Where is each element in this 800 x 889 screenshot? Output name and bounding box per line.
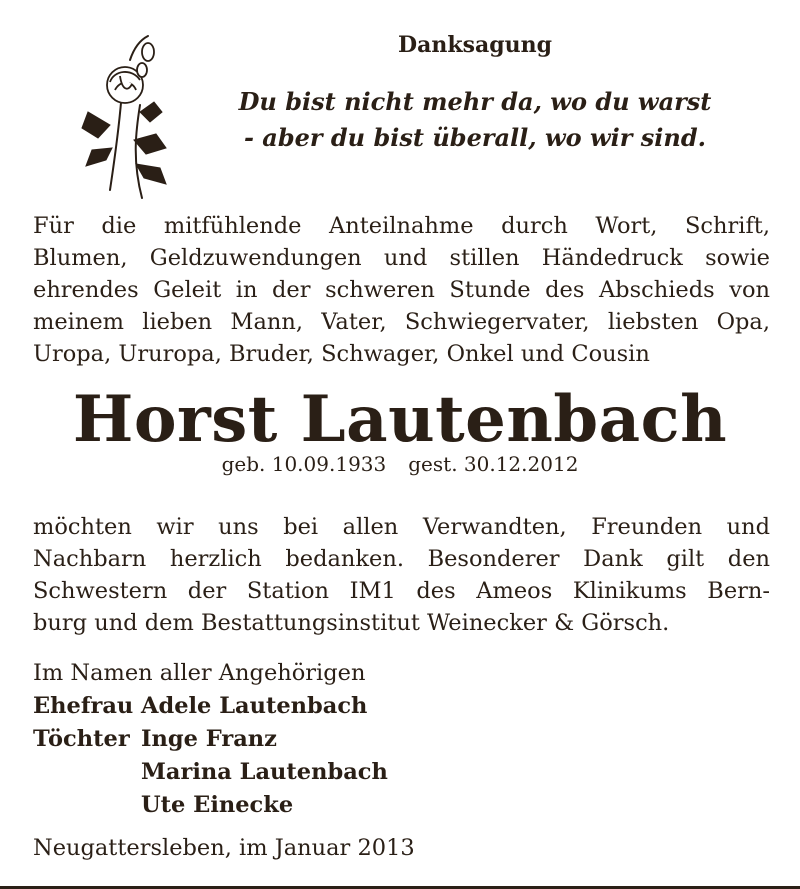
place-date: Neugattersleben, im Januar 2013 [33,835,415,861]
signature-row [33,723,388,756]
signature-row [33,756,388,789]
text-line: ehrendes Geleit in der schweren Stunde des Abschieds von [33,277,770,303]
signature-name: Adele Lautenbach [141,693,368,719]
text-line: möchten wir uns bei allen Verwandten, Freunden und [33,514,770,540]
motto [180,84,770,156]
text-line: meinem lieben Mann, Vater, Schwiegervater, liebsten Opa, [33,309,770,335]
signature-row [33,789,388,822]
signature-block [33,657,388,822]
signature-name: Marina Lautenbach [141,759,388,785]
motto-line: Du bist nicht mehr da, wo du warst [238,87,712,116]
deceased-name: Horst Lautenbach [72,382,728,457]
signature-role: Töchter [33,726,130,752]
signature-row [33,690,388,723]
motto-line: - aber du bist überall, wo wir sind. [243,123,706,152]
death-date: gest. 30.12.2012 [408,452,579,476]
life-dates [0,452,800,476]
birth-date: geb. 10.09.1933 [221,452,387,476]
page-title: Danksagung [398,32,552,58]
thanks-paragraph [33,511,770,639]
text-line: Blumen, Geldzuwendungen und stillen Händedruck sowie [33,245,770,271]
rose-icon [70,30,180,205]
text-line: Uropa, Ururopa, Bruder, Schwager, Onkel und Cousin [33,341,650,367]
intro-paragraph [33,210,770,370]
signature-role: Ehefrau [33,693,134,719]
signature-name: Ute Einecke [141,792,294,818]
signature-intro: Im Namen aller Angehörigen [33,660,366,686]
text-line: Für die mitfühlende Anteilnahme durch Wort, Schrift, [33,213,770,239]
text-line: burg und dem Bestattungsinstitut Weinecker & Görsch. [33,610,670,636]
signature-name: Inge Franz [141,726,277,752]
text-line: Nachbarn herzlich bedanken. Besonderer Dank gilt den [33,546,770,572]
text-line: Schwestern der Station IM1 des Ameos Klinikums Bern- [33,578,770,604]
